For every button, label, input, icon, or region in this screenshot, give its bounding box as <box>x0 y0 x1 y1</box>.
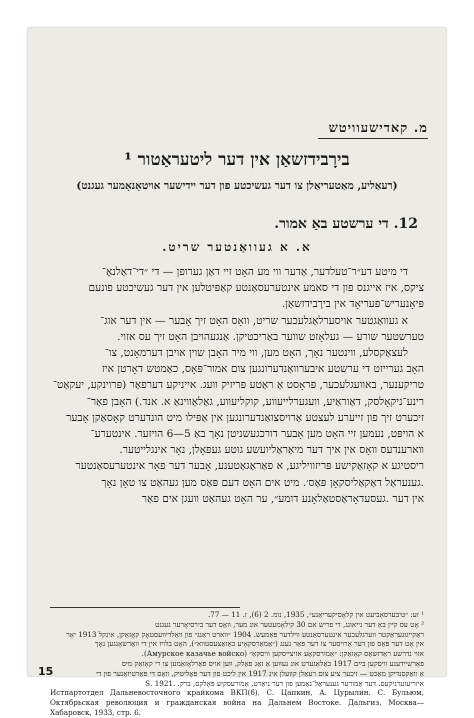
body-line: .גענעראַל דאַקאַליסקאָן פּאַס׳. מיט אים האָט דעם פּאַס מען געהאַט צו טאָן נאָך <box>101 476 424 489</box>
page-number: 15 <box>38 665 54 678</box>
body-line: רינע־ניקאָלסק, דאַוראַיע, וועגערלייעווע, קוקליעווע, גאַלאַווינאַ א. אנד.) האָבן פאַר־ <box>86 395 424 408</box>
footnote-line: אין אָט דער פּאַס פון דער אַרויסער צו דער פּאַר גענג (״אַמאַרסקאָיע כאַזאַצעסטווא״), האָט בלויז אין די וואַרשאָנגען נאָך <box>95 639 424 649</box>
chapter-subtitle: (רעאַליע, מאַטעריאַלן צו דער געשיכטע פון דער יידישער אויטאָנאָמער געגנט) <box>76 180 398 192</box>
body-line: אין דער .געסעדאָראַסטאַלאָנע דומע״, ער האָט געהאַט וועגן אים פאַר <box>141 492 424 505</box>
chapter-title: בירָבידזשאַן אין דער ליטעראַטור ¹ <box>124 150 350 170</box>
body-text <box>50 264 424 507</box>
body-line: טריקענער, באוועגלעכער, פּראָסט אַ ראַטע פּריזיק וועג. אייניקע דערפאַר (פּרוינקע, יעקאַט־ <box>52 379 424 392</box>
footnote-divider <box>50 607 240 608</box>
body-line: ציקס, איז אייגנס פון די סאמע אינטערעסאַנטע קאַפּיטלען אין דער געשיכטע פונעם <box>88 282 424 295</box>
footnote-line: ראַקייגוגעראַקטר ווערגלעכער אינטערסאַנטע ווילדער פּאַמעש. 1904 ״ווארט ראַנג״ פון וואַלדיוועסטאָק קאָזאַקן, אינקל 1913 יאָר <box>66 629 424 639</box>
body-line: א געוואַגטער אויסערלאַגלעכער שריט, וואָס האָט זיך אָבער — אין דער אוג־ <box>100 314 408 327</box>
footnotes <box>50 610 424 718</box>
author-header: מ. קאדישעוויטש <box>318 120 428 139</box>
footnote-line-russian: Истпартотдел Дальневосточного крайкома ВКП(б). С. Цапкин, А. Цурылин. С. Бульюм, Октябрьская революция и гражданская война на Дальнем Востоке. Дальгиз, Москва—Хабаровск, 1933, стр. 6. <box>50 688 424 717</box>
body-line: האָב גערייזט די ערשטע איבערוואַנדערונגען צום אמור־פּאָס, כאַמטש דאָרטן איז <box>101 363 424 376</box>
body-line: די מיטע דע״ר־טעלדער, אַדער ווי מע האָט זיי דאַן גערופן — די ״די־דאַלנאָ־ <box>101 266 408 278</box>
body-line: פּיאָנעריש־פּעריאָד אין בירָבידזשאַן. <box>281 298 424 311</box>
section-heading: 12. די ערשטע באַ אמור. <box>274 216 418 232</box>
footnote-line: איזריעזערניקעס. דער אַמורער גענעראַל־נאַמען פון דער ניאַרט, אַמורעסקיע פּאָלקס, ברק. .1921 .S <box>145 678 424 688</box>
body-line: טערשטער שורע — געלאָזט שווער באַריכטיקן. אַנגעהויבן האָט זיך עס אזוי. <box>117 330 424 343</box>
footnote-line: פאַרשיידענע וויסקען בײַם 1917 באַלאַגערט אונ געווען אַ זאַג פאַלק, ווען אויס פאַרלאָזאַמען צו רי קאָזאַק מיס <box>121 658 424 668</box>
body-line: לעצאַקסלע, ווינטער נאָך, האָט מען, ווי מיר האָבן שוין אויבן דערמאָנט, צו־ <box>104 347 408 360</box>
book-page <box>28 28 446 717</box>
footnote-line: אַ וואַקסנדיקן מאַכט — זיכער ציע צום רעאַלן קוועלן אינ 1917 אין ליכט פון דער פּאָליטיק, וואָס די פּאַרטיזאַנער פון די <box>95 668 424 678</box>
body-line: ווארענדעס וואָס אין איך דער מיאַראַליועשע גוטע געפאָלן, נאָר אינגלייטער. <box>119 444 424 457</box>
subsection-heading: א. א געוואַנטער שריט. <box>162 240 312 254</box>
body-line: ריסטיגע א קאָזאַקישע פּריזוויליגע, א פאַראַגאַטענע, אָבער דער פאָר אינטערעסאַנטער <box>75 460 424 473</box>
footnote-line: ¹ זע: ״טיבערסאָביעט אין קלאָסיקעריאַנע״, 1935, נומ. 2 (6), ז. 11 — 77. <box>207 610 424 619</box>
footnote-line: אזוי נדרשע ראַדזשאַס קאָזאַקן: ״אַמורסקאָע אזיצייסקען וויסקאַ״ (Амурское казачье войско). <box>141 649 424 659</box>
footnote-line: ² אָט עס קיין באַ דער נייאונג, די פריש אם 30 קילאָמעטער אונ מער, וואָס דער בירסיאָרער געגנט <box>155 619 424 629</box>
body-line: זיכערט זיך פון זייערע לעצטע אַרויסצואַנדערונגען אין אַפּילו מיט הונדערט קאָסאַקן אָבער <box>66 411 424 424</box>
body-line: א הויפּט, נעמען זיי האָט מען אָבער דורכגעשניטן נאָך באַ 5—6 הויזער. אינטערע־ <box>90 428 424 441</box>
